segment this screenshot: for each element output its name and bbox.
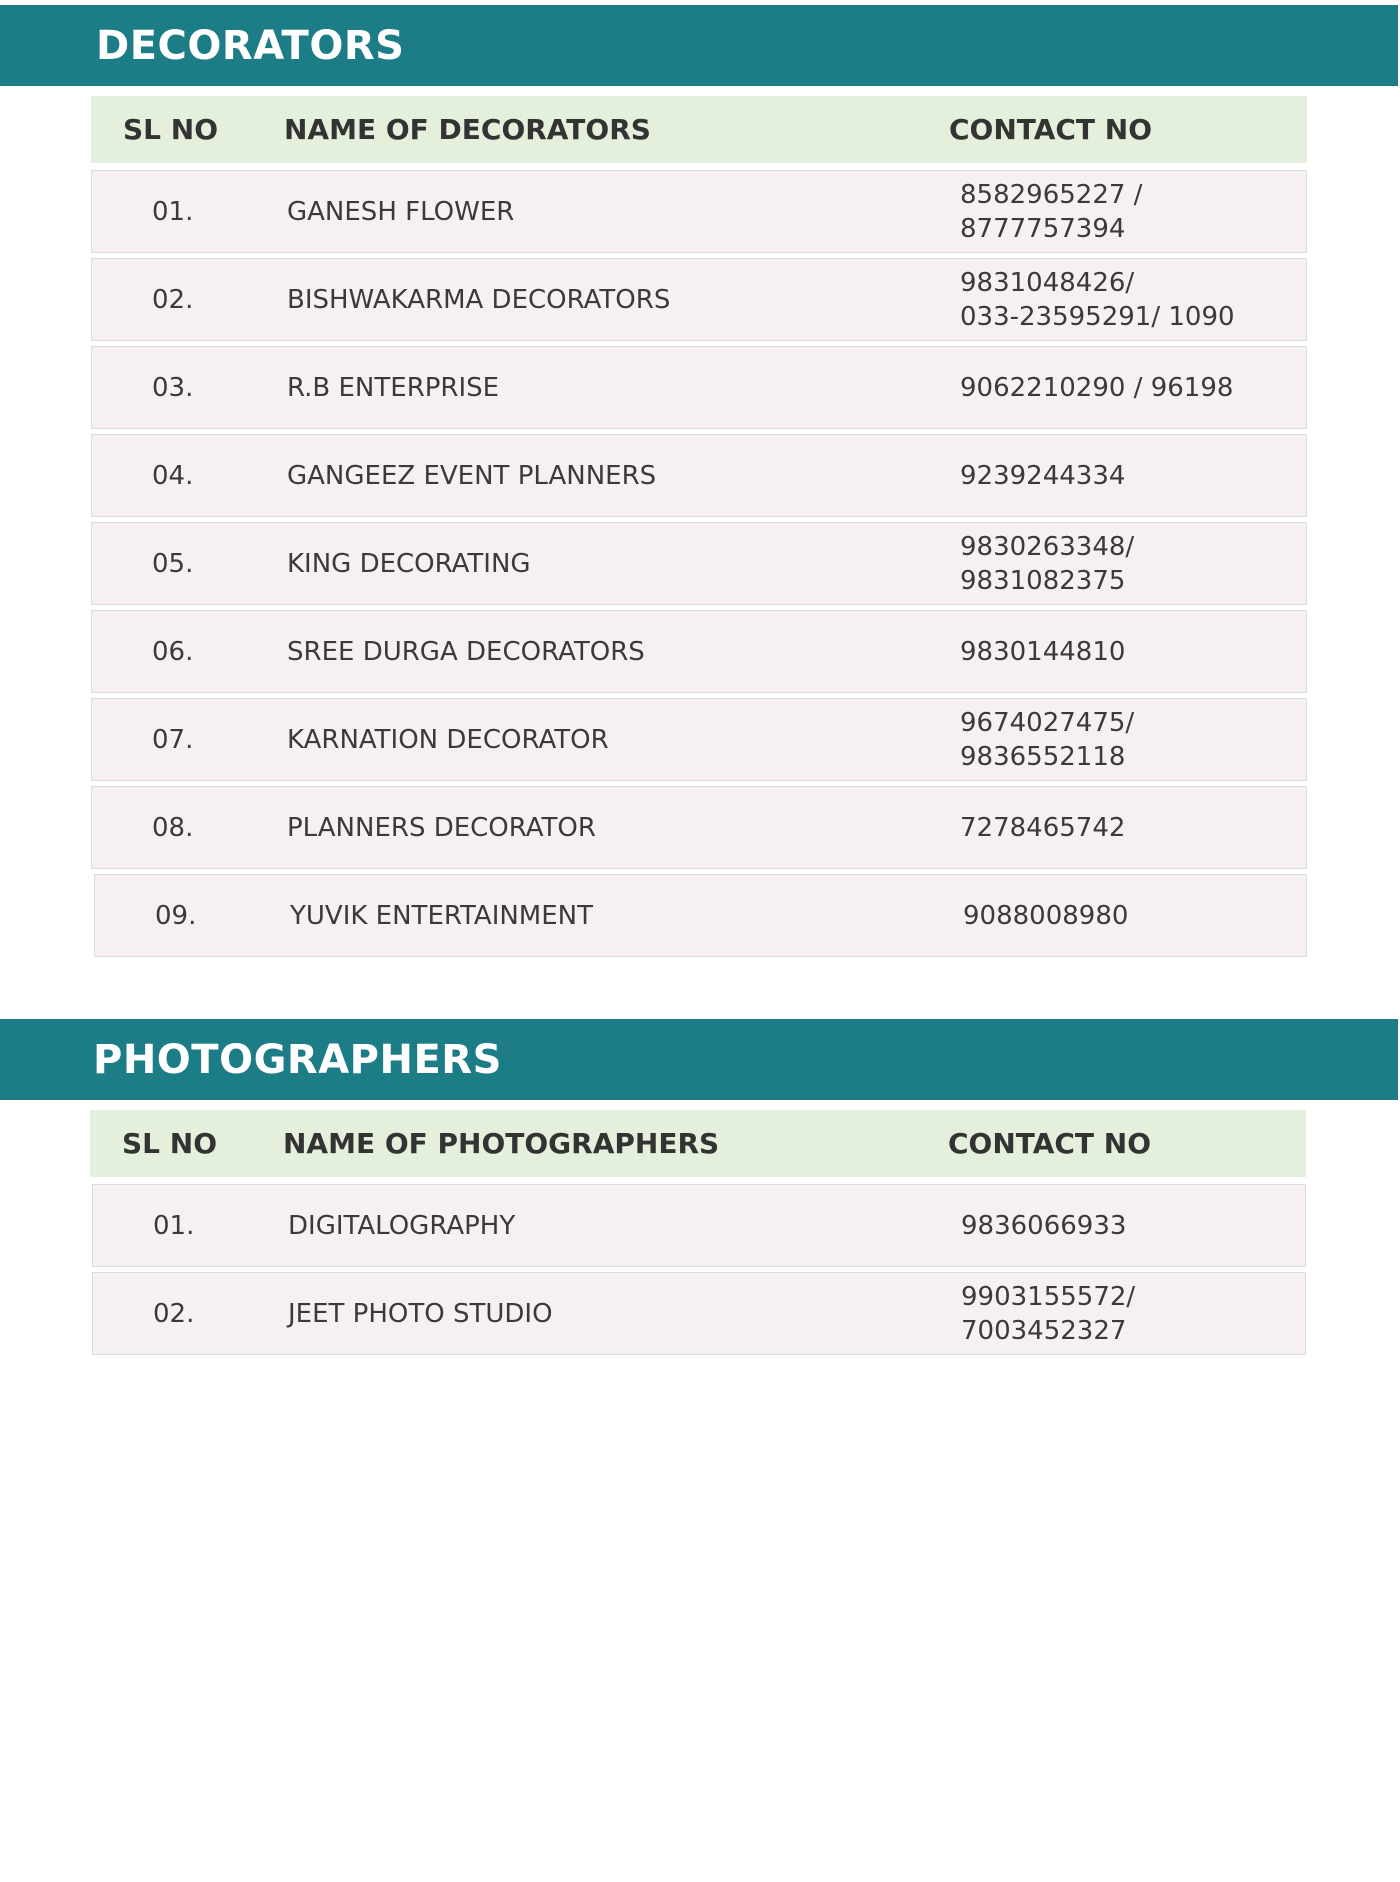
row-contact	[960, 178, 1142, 246]
row-sl-no: 06.	[152, 636, 194, 667]
contact-line-2: 9831082375	[960, 565, 1126, 596]
column-header-contact: CONTACT NO	[949, 113, 1153, 146]
column-header-name: NAME OF DECORATORS	[284, 113, 651, 146]
row-sl-no: 01.	[152, 196, 194, 227]
row-contact: 9830144810	[960, 636, 1126, 667]
table-row	[91, 170, 1307, 253]
row-name: JEET PHOTO STUDIO	[288, 1298, 553, 1329]
row-name: PLANNERS DECORATOR	[287, 812, 596, 843]
table-row	[92, 1272, 1306, 1355]
contact-line-2: 8777757394	[960, 213, 1126, 244]
row-name: KARNATION DECORATOR	[287, 724, 609, 755]
photographers-title: PHOTOGRAPHERS	[93, 1036, 502, 1083]
row-contact	[961, 1280, 1135, 1348]
table-row	[91, 434, 1307, 517]
contact-line-1: 9674027475/	[960, 707, 1135, 738]
decorators-title: DECORATORS	[96, 22, 405, 69]
contact-line-2: 033-23595291/ 1090	[960, 301, 1235, 332]
row-name: BISHWAKARMA DECORATORS	[287, 284, 671, 315]
row-sl-no: 09.	[155, 900, 197, 931]
contact-line-1: 9831048426/	[960, 267, 1135, 298]
decorators-banner	[0, 5, 1398, 86]
row-sl-no: 01.	[153, 1210, 195, 1241]
row-sl-no: 05.	[152, 548, 194, 579]
column-header-name: NAME OF PHOTOGRAPHERS	[283, 1127, 720, 1160]
row-name: GANESH FLOWER	[287, 196, 515, 227]
table-row	[91, 346, 1307, 429]
row-contact	[960, 530, 1134, 598]
table-row	[91, 258, 1307, 341]
contact-line-2: 9836552118	[960, 741, 1126, 772]
photographers-table	[90, 1110, 1306, 1355]
row-name: KING DECORATING	[287, 548, 531, 579]
row-name: SREE DURGA DECORATORS	[287, 636, 645, 667]
decorators-header-row	[91, 96, 1307, 163]
photographers-section	[0, 1019, 1400, 1355]
table-row	[91, 610, 1307, 693]
contact-line-2: 7003452327	[961, 1315, 1127, 1346]
photographers-header-row	[90, 1110, 1306, 1177]
table-row	[94, 874, 1307, 957]
row-contact: 7278465742	[960, 812, 1126, 843]
row-contact	[960, 706, 1134, 774]
table-row	[91, 522, 1307, 605]
row-sl-no: 08.	[152, 812, 194, 843]
row-contact: 9239244334	[960, 460, 1126, 491]
row-sl-no: 03.	[152, 372, 194, 403]
row-name: GANGEEZ EVENT PLANNERS	[287, 460, 657, 491]
table-row	[91, 786, 1307, 869]
table-row	[92, 1184, 1306, 1267]
row-name: DIGITALOGRAPHY	[288, 1210, 516, 1241]
contact-line-1: 9830263348/	[960, 531, 1135, 562]
row-name: R.B ENTERPRISE	[287, 372, 500, 403]
row-contact: 9836066933	[961, 1210, 1127, 1241]
row-sl-no: 07.	[152, 724, 194, 755]
row-contact: 9088008980	[963, 900, 1129, 931]
row-contact	[960, 266, 1235, 334]
row-name: YUVIK ENTERTAINMENT	[290, 900, 593, 931]
row-sl-no: 02.	[153, 1298, 195, 1329]
table-row	[91, 698, 1307, 781]
row-sl-no: 04.	[152, 460, 194, 491]
column-header-sl-no: SL NO	[123, 113, 218, 146]
contact-line-1: 8582965227 /	[960, 179, 1143, 210]
column-header-sl-no: SL NO	[122, 1127, 217, 1160]
decorators-table	[91, 96, 1307, 957]
decorators-section	[0, 5, 1400, 957]
contact-line-1: 9903155572/	[961, 1281, 1136, 1312]
column-header-contact: CONTACT NO	[948, 1127, 1152, 1160]
photographers-banner	[0, 1019, 1398, 1100]
row-sl-no: 02.	[152, 284, 194, 315]
row-contact: 9062210290 / 96198	[960, 372, 1234, 403]
